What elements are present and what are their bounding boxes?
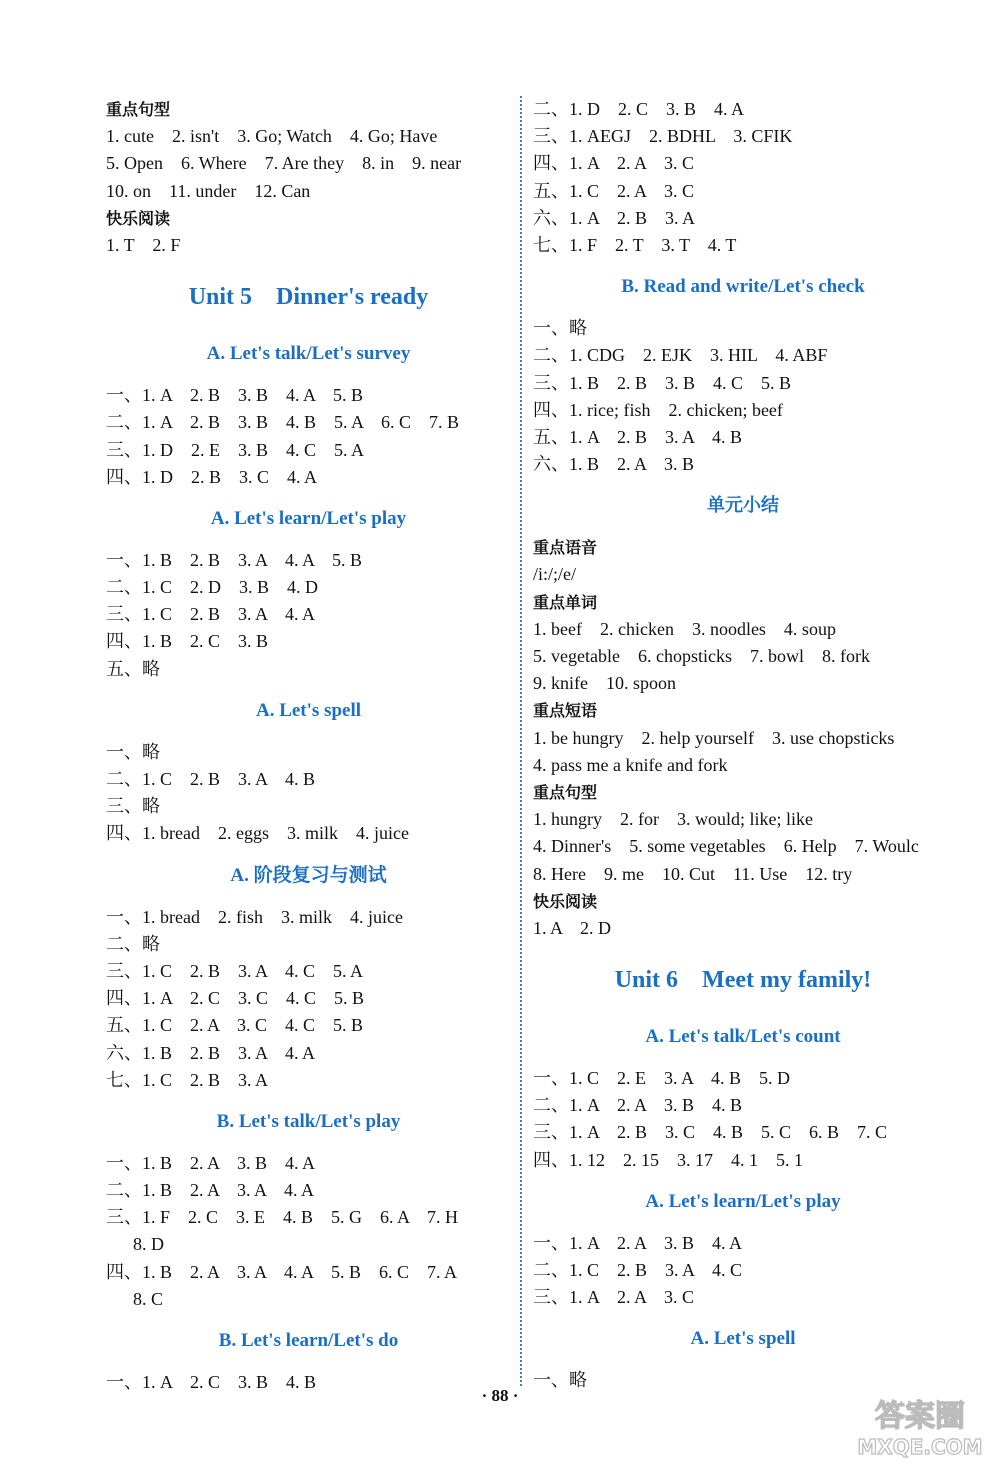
answer-line: 三、1. A 2. A 3. C (533, 1287, 695, 1308)
answer-line: 七、1. C 2. B 3. A (106, 1069, 269, 1090)
watermark-cn: 答案圈 (875, 1399, 965, 1434)
answer-line: 四、1. A 2. C 3. C 4. C 5. B (106, 988, 365, 1009)
section-heading: A. Let's talk/Let's survey (206, 343, 411, 365)
answer-line: 4. Dinner's 5. some vegetables 6. Help 7. Woulc (533, 836, 919, 857)
answer-line: 四、1. 12 2. 15 3. 17 4. 1 5. 1 (533, 1149, 803, 1170)
answer-line: 一、1. B 2. A 3. B 4. A (106, 1152, 316, 1173)
answer-line: 二、1. CDG 2. EJK 3. HIL 4. ABF (533, 345, 828, 366)
answer-line: 五、1. A 2. B 3. A 4. B (533, 426, 743, 447)
answer-line: 五、略 (106, 658, 160, 679)
answer-line: 七、1. F 2. T 3. T 4. T (533, 234, 737, 255)
section-heading: 单元小结 (707, 495, 779, 517)
section-heading: A. Let's spell (690, 1328, 796, 1350)
answer-line: 一、1. bread 2. fish 3. milk 4. juice (106, 906, 403, 927)
watermark-logo (850, 1392, 990, 1460)
left-column (106, 96, 511, 1396)
answer-line: 六、1. B 2. B 3. A 4. A (106, 1042, 316, 1063)
answer-line: /i:/;/e/ (533, 564, 576, 585)
answer-line: 五、1. C 2. A 3. C (533, 180, 695, 201)
section-heading: A. Let's spell (255, 699, 362, 721)
answer-line: 三、略 (106, 796, 160, 817)
answer-line: 三、1. F 2. C 3. E 4. B 5. G 6. A 7. H (106, 1207, 459, 1228)
section-heading: B. Let's talk/Let's play (216, 1110, 401, 1132)
section-label: 重点单词 (533, 592, 598, 612)
answer-line: 9. knife 10. spoon (533, 673, 676, 694)
answer-line: 二、1. A 2. A 3. B 4. B (533, 1095, 743, 1116)
section-heading: B. Let's learn/Let's do (218, 1330, 399, 1351)
answer-line: 5. Open 6. Where 7. Are they 8. in 9. near (106, 153, 462, 174)
answer-line: 五、1. C 2. A 3. C 4. C 5. B (106, 1015, 364, 1036)
answer-line: 一、1. B 2. B 3. A 4. A 5. B (106, 549, 363, 570)
section-label: 快乐阅读 (106, 208, 171, 228)
answer-line: 1. cute 2. isn't 3. Go; Watch 4. Go; Have (106, 126, 438, 147)
section-label: 重点语音 (533, 538, 598, 558)
answer-line: 二、1. C 2. D 3. B 4. D (106, 577, 319, 598)
section-label: 重点句型 (106, 100, 171, 119)
page-number: · 88 · (481, 1386, 519, 1405)
answer-line: 一、略 (106, 741, 160, 762)
answer-line: 4. pass me a knife and fork (533, 754, 728, 775)
answer-line: 二、1. B 2. A 3. A 4. A (106, 1180, 315, 1201)
answer-line: 10. on 11. under 12. Can (106, 180, 311, 201)
answer-line: 三、1. C 2. B 3. A 4. A (106, 604, 316, 625)
answer-line: 1. hungry 2. for 3. would; like; like (533, 809, 813, 830)
section-heading: A. Let's talk/Let's count (645, 1026, 841, 1048)
answer-line: 一、1. A 2. A 3. B 4. A (533, 1232, 743, 1253)
answer-line: 二、略 (106, 933, 160, 954)
answer-line: 二、1. D 2. C 3. B 4. A (533, 99, 745, 119)
answer-line: 四、1. B 2. C 3. B (106, 631, 269, 652)
answer-line: 一、1. A 2. B 3. B 4. A 5. B (106, 385, 364, 406)
answer-line: 一、略 (533, 1370, 587, 1391)
answer-line: 三、1. AEGJ 2. BDHL 3. CFIK (533, 126, 793, 147)
answer-line: 8. Here 9. me 10. Cut 11. Use 12. try (533, 863, 853, 884)
section-heading: A. 阶段复习与测试 (230, 864, 387, 886)
watermark-url: MXQE.COM (857, 1435, 983, 1459)
answer-line: 1. A 2. D (533, 917, 612, 938)
answer-line: 三、1. D 2. E 3. B 4. C 5. A (106, 439, 365, 460)
answer-line: 三、1. B 2. B 3. B 4. C 5. B (533, 372, 792, 393)
section-label: 重点句型 (533, 782, 598, 802)
section-label: 快乐阅读 (533, 891, 598, 911)
answer-line: 5. vegetable 6. chopsticks 7. bowl 8. fork (533, 646, 870, 666)
answer-line: 一、1. C 2. E 3. A 4. B 5. D (533, 1068, 791, 1089)
section-heading: B. Read and write/Let's check (621, 276, 865, 298)
answer-line: 二、1. C 2. B 3. A 4. B (106, 769, 316, 789)
answer-line: 二、1. A 2. B 3. B 4. B 5. A 6. C 7. B (106, 412, 460, 433)
section-heading: A. Let's learn/Let's play (645, 1190, 841, 1212)
section-heading: A. Let's learn/Let's play (210, 507, 407, 529)
answer-line: 二、1. C 2. B 3. A 4. C (533, 1260, 743, 1280)
unit-title: Unit 5 Dinner's ready (188, 284, 429, 311)
answer-line: 四、1. B 2. A 3. A 4. A 5. B 6. C 7. A (106, 1261, 458, 1282)
answer-line: 8. C (106, 1288, 164, 1309)
answer-line: 六、1. A 2. B 3. A (533, 207, 696, 228)
right-column (533, 96, 953, 1395)
answer-line: 三、1. A 2. B 3. C 4. B 5. C 6. B 7. C (533, 1122, 888, 1143)
answer-line: 四、1. A 2. A 3. C (533, 153, 695, 174)
answer-line: 三、1. C 2. B 3. A 4. C 5. A (106, 960, 364, 981)
answer-line: 1. be hungry 2. help yourself 3. use chopsticks (533, 727, 895, 748)
unit-title: Unit 6 Meet my family! (614, 967, 872, 994)
answer-line: 四、1. rice; fish 2. chicken; beef (533, 399, 783, 420)
answer-line: 8. D (106, 1234, 164, 1255)
answer-line: 六、1. B 2. A 3. B (533, 454, 695, 475)
answer-line: 一、1. A 2. C 3. B 4. B (106, 1372, 317, 1392)
column-divider (520, 96, 522, 1386)
answer-line: 四、1. D 2. B 3. C 4. A (106, 466, 318, 487)
answer-line: 四、1. bread 2. eggs 3. milk 4. juice (106, 823, 409, 844)
answer-line: 一、略 (533, 318, 587, 339)
section-label: 重点短语 (533, 701, 598, 721)
answer-line: 1. T 2. F (106, 234, 181, 255)
answer-line: 1. beef 2. chicken 3. noodles 4. soup (533, 618, 836, 639)
